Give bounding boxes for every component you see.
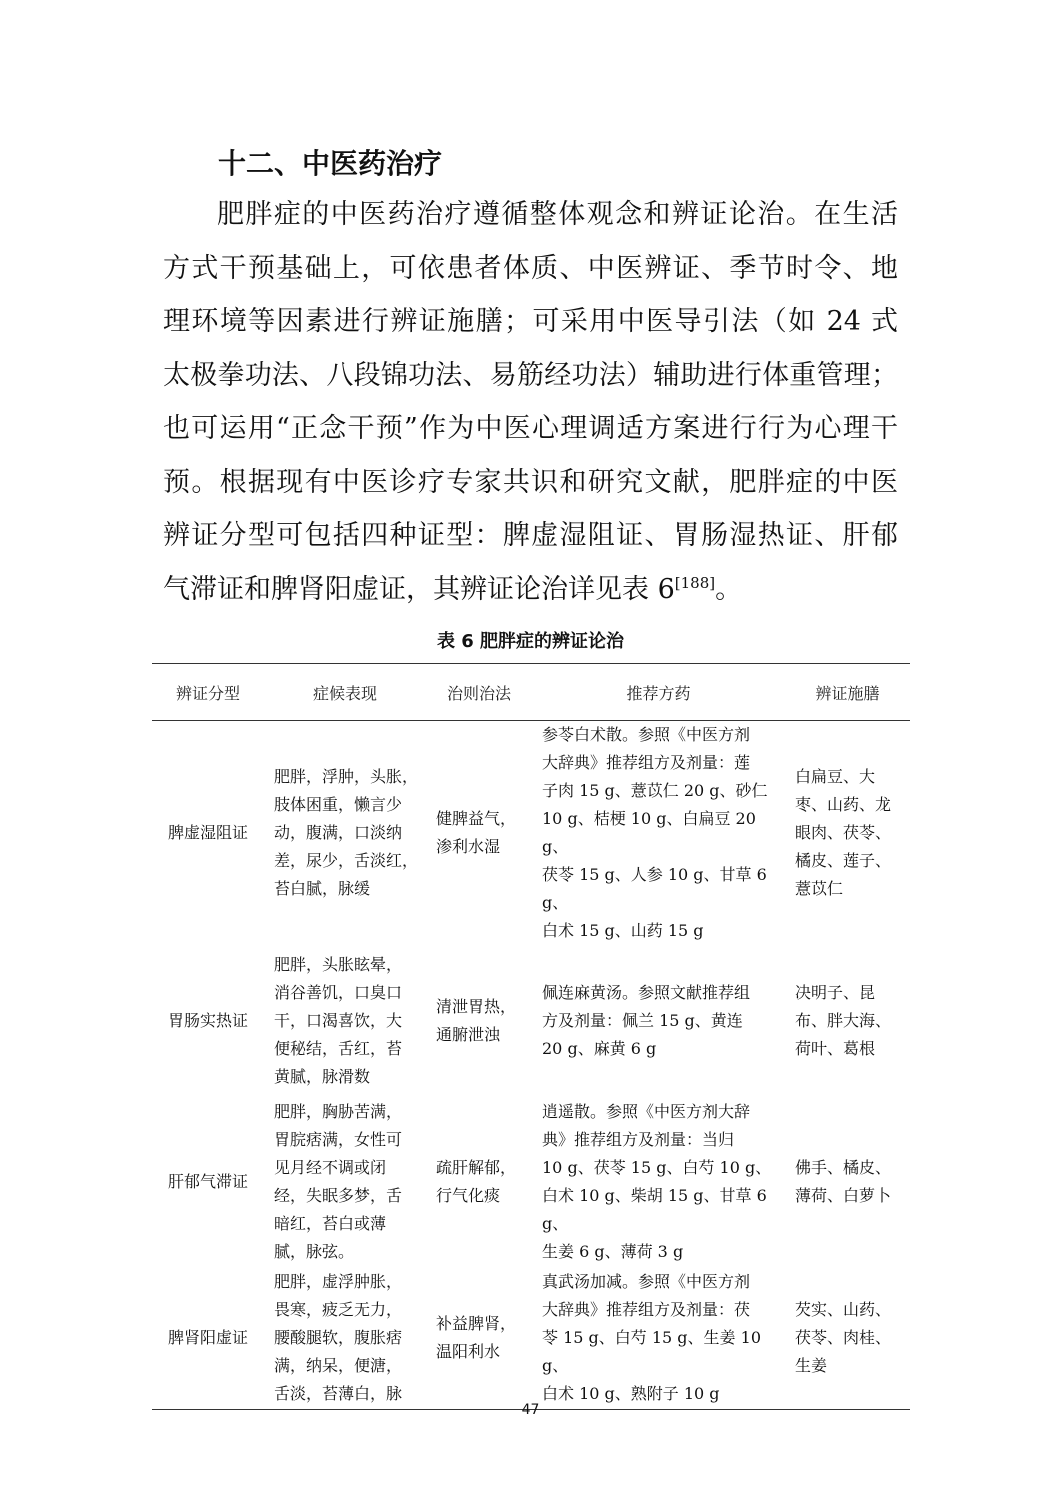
- page-number: 47: [521, 1402, 540, 1418]
- header-cell: 治则治法: [426, 664, 532, 721]
- diet-cell: 佛手、橘皮、 薄荷、白萝卜: [795, 1158, 892, 1205]
- treatment-cell: 补益脾肾， 温阳利水: [426, 1267, 532, 1410]
- syndrome-table: [152, 663, 910, 1410]
- table-row: [152, 1267, 910, 1410]
- prescription-cell: 真武汤加减。参照《中医方剂 大辞典》推荐组方及剂量：茯 苓 15 g、白芍 15 g、生姜 10 g、 白术 10 g、熟附子 10 g: [532, 1267, 785, 1410]
- table-row: [152, 1097, 910, 1267]
- paragraph-text: 气滞证和脾肾阳虚证，其辨证论治详见表 6: [163, 573, 675, 605]
- diet-cell: 芡实、山药、 茯苓、肉桂、 生姜: [785, 1267, 910, 1410]
- prescription-cell: 佩连麻黄汤。参照文献推荐组 方及剂量：佩兰 15 g、黄连 20 g、麻黄 6 g: [542, 983, 751, 1058]
- paragraph-end: 。: [715, 573, 743, 605]
- paragraph-line: 理环境等因素进行辨证施膳；可采用中医导引法（如 24 式: [163, 306, 898, 337]
- symptoms-cell: 肥胖，浮肿，头胀， 肢体困重，懒言少 动，腹满，口淡纳 差，尿少，舌淡红， 苔白腻，脉缓: [274, 767, 419, 898]
- header-cell: 辨证施膳: [785, 664, 910, 721]
- table-caption: 表 6 肥胖症的辨证论治: [436, 631, 625, 652]
- header-cell: 症候表现: [264, 664, 426, 721]
- table-row: [152, 721, 910, 946]
- syndrome-cell: 脾肾阳虚证: [152, 1267, 264, 1410]
- header-cell: 推荐方药: [532, 664, 785, 721]
- syndrome-cell: 肝郁气滞证: [167, 1172, 248, 1191]
- symptoms-cell: 肥胖，虚浮肿胀， 畏寒，疲乏无力， 腰酸腿软，腹胀痞 满，纳呆，便溏， 舌淡，苔薄白，脉: [264, 1267, 426, 1410]
- symptoms-cell: 肥胖，头胀眩晕， 消谷善饥，口臭口 干，口渴喜饮，大 便秘结，舌红，苔 黄腻，脉滑数: [274, 955, 403, 1086]
- citation-link[interactable]: [188]: [674, 573, 716, 592]
- syndrome-cell: 胃肠实热证: [167, 1011, 248, 1030]
- paragraph-line: 太极拳功法、八段锦功法、易筋经功法）辅助进行体重管理；: [163, 359, 898, 391]
- prescription-cell: 参苓白术散。参照《中医方剂 大辞典》推荐组方及剂量：莲 子肉 15 g、薏苡仁 20 g、砂仁 10 g、桔梗 10 g、白扁豆 20 g、 茯苓 15 g、人参 10 g、甘草 6 g、 白术 15 g、山药 15 g: [542, 725, 768, 940]
- paragraph-line: 预。根据现有中医诊疗专家共识和研究文献，肥胖症的中医: [163, 466, 898, 498]
- paragraph-line-last: [163, 563, 898, 617]
- table-row: [152, 945, 910, 1097]
- treatment-cell: 疏肝解郁， 行气化痰: [436, 1158, 517, 1205]
- header-cell: 辨证分型: [152, 664, 264, 721]
- paragraph-line: 肥胖症的中医药治疗遵循整体观念和辨证论治。在生活: [217, 199, 898, 230]
- paragraph-line: 辨证分型可包括四种证型：脾虚湿阻证、胃肠湿热证、肝郁: [163, 520, 898, 551]
- paragraph-line: 也可运用“正念干预”作为中医心理调适方案进行行为心理干: [163, 413, 898, 444]
- section-heading: 十二、中医药治疗: [218, 147, 443, 180]
- body-paragraph: [163, 188, 898, 616]
- symptoms-cell: 肥胖，胸胁苦满， 胃脘痞满，女性可 见月经不调或闭 经，失眠多梦，舌 暗红，苔白或薄 腻，脉弦。: [274, 1102, 403, 1261]
- syndrome-cell: 脾虚湿阻证: [167, 823, 248, 842]
- prescription-cell: 逍遥散。参照《中医方剂大辞 典》推荐组方及剂量：当归 10 g、茯苓 15 g、白芍 10 g、 白术 10 g、柴胡 15 g、甘草 6 g、 生姜 6 g、薄荷 3 g: [542, 1102, 772, 1261]
- treatment-cell: 清泄胃热， 通腑泄浊: [436, 997, 517, 1044]
- diet-cell: 白扁豆、大 枣、山药、龙 眼肉、茯苓、 橘皮、莲子、 薏苡仁: [795, 767, 892, 898]
- treatment-cell: 健脾益气， 渗利水湿: [436, 809, 517, 856]
- diet-cell: 决明子、昆 布、胖大海、 荷叶、葛根: [795, 983, 892, 1058]
- table-header-row: [152, 664, 910, 721]
- paragraph-line: 方式干预基础上，可依患者体质、中医辨证、季节时令、地: [163, 252, 898, 284]
